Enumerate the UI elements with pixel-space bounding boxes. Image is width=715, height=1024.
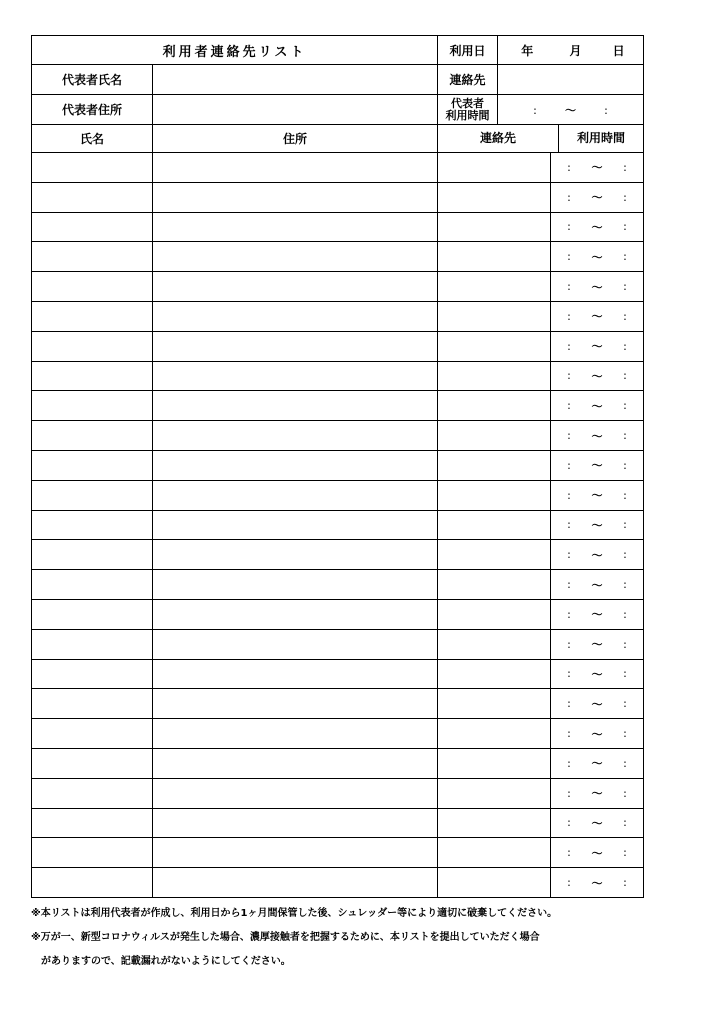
- contact-cell[interactable]: [438, 779, 551, 808]
- time-colon: :: [623, 220, 627, 234]
- contact-cell[interactable]: [438, 719, 551, 748]
- time-tilde: 〜: [591, 161, 603, 175]
- time-tilde: 〜: [591, 816, 603, 830]
- table-row: [32, 480, 644, 510]
- contact-cell[interactable]: [438, 362, 551, 391]
- column-header-row: [32, 125, 644, 153]
- name-cell[interactable]: [32, 301, 153, 331]
- address-cell[interactable]: [153, 391, 438, 421]
- time-colon: :: [623, 339, 627, 353]
- time-colon: :: [567, 399, 571, 413]
- address-cell[interactable]: [153, 748, 438, 778]
- time-colon: :: [567, 667, 571, 681]
- rep-name-field[interactable]: [153, 65, 438, 95]
- address-cell[interactable]: [153, 331, 438, 361]
- time-colon: :: [623, 429, 627, 443]
- name-cell[interactable]: [32, 659, 153, 689]
- time-cell[interactable]: [551, 153, 643, 182]
- time-cell[interactable]: [551, 570, 643, 599]
- name-cell[interactable]: [32, 629, 153, 659]
- table-row: [32, 719, 644, 749]
- month-label: 月: [569, 43, 582, 58]
- contact-time-cell: [438, 391, 644, 421]
- time-tilde: 〜: [591, 608, 603, 622]
- time-colon: :: [623, 756, 627, 770]
- time-tilde: 〜: [591, 667, 603, 681]
- contact-cell[interactable]: [438, 570, 551, 599]
- contact-time-cell: [438, 629, 644, 659]
- contact-cell[interactable]: [438, 153, 551, 182]
- time-cell[interactable]: [551, 272, 643, 301]
- address-cell[interactable]: [153, 480, 438, 510]
- rep-time-label-line2: 利用時間: [445, 108, 490, 122]
- address-cell[interactable]: [153, 838, 438, 868]
- rep-time-label: [438, 95, 498, 125]
- time-colon: :: [623, 190, 627, 204]
- contact-cell[interactable]: [438, 660, 551, 689]
- time-colon: :: [567, 339, 571, 353]
- time-cell[interactable]: [551, 302, 643, 331]
- name-cell[interactable]: [32, 599, 153, 629]
- time-cell[interactable]: [551, 689, 643, 718]
- contact-time-cell: [438, 599, 644, 629]
- name-cell[interactable]: [32, 540, 153, 570]
- title-row: [32, 36, 644, 65]
- table-row: [32, 212, 644, 242]
- contact-cell[interactable]: [438, 183, 551, 212]
- column-header-contact: 連絡先: [438, 125, 559, 152]
- contact-cell[interactable]: [438, 451, 551, 480]
- time-cell[interactable]: [551, 838, 643, 867]
- time-colon: :: [567, 488, 571, 502]
- time-colon: :: [533, 103, 537, 117]
- time-tilde: 〜: [591, 548, 603, 562]
- column-header-name: 氏名: [32, 125, 153, 153]
- contact-time-cell: [438, 331, 644, 361]
- contact-cell[interactable]: [438, 421, 551, 450]
- time-colon: :: [567, 518, 571, 532]
- time-colon: :: [567, 369, 571, 383]
- time-cell[interactable]: [551, 242, 643, 271]
- time-colon: :: [567, 280, 571, 294]
- time-colon: :: [623, 488, 627, 502]
- time-cell[interactable]: [551, 600, 643, 629]
- time-colon: :: [567, 458, 571, 472]
- time-colon: :: [623, 637, 627, 651]
- table-row: [32, 421, 644, 451]
- contact-cell[interactable]: [438, 332, 551, 361]
- name-cell[interactable]: [32, 272, 153, 302]
- contact-time-cell: [438, 570, 644, 600]
- name-cell[interactable]: [32, 719, 153, 749]
- address-cell[interactable]: [153, 361, 438, 391]
- table-row: [32, 331, 644, 361]
- contact-time-cell: [438, 778, 644, 808]
- time-cell[interactable]: [551, 868, 643, 897]
- address-cell[interactable]: [153, 629, 438, 659]
- time-cell[interactable]: [551, 749, 643, 778]
- time-colon: :: [567, 697, 571, 711]
- contact-cell[interactable]: [438, 242, 551, 271]
- time-tilde: 〜: [591, 727, 603, 741]
- contact-cell[interactable]: [438, 540, 551, 569]
- name-cell[interactable]: [32, 689, 153, 719]
- address-cell[interactable]: [153, 153, 438, 183]
- table-row: [32, 540, 644, 570]
- name-cell[interactable]: [32, 331, 153, 361]
- address-cell[interactable]: [153, 450, 438, 480]
- note-line: がありますので、記載漏れがないようにしてください。: [41, 956, 291, 967]
- time-colon: :: [623, 727, 627, 741]
- contact-cell[interactable]: [438, 272, 551, 301]
- time-tilde: 〜: [591, 429, 603, 443]
- time-colon: :: [567, 637, 571, 651]
- time-cell[interactable]: [551, 660, 643, 689]
- time-tilde: 〜: [591, 518, 603, 532]
- name-cell[interactable]: [32, 868, 153, 898]
- column-header-address: 住所: [153, 125, 438, 153]
- page-title: 利用者連絡先リスト: [32, 36, 438, 65]
- contact-cell[interactable]: [438, 391, 551, 420]
- rep-contact-label: 連絡先: [438, 65, 498, 95]
- address-cell[interactable]: [153, 301, 438, 331]
- rep-address-row: [32, 95, 644, 125]
- time-tilde: 〜: [591, 459, 603, 473]
- contact-time-cell: [438, 510, 644, 540]
- name-cell[interactable]: [32, 480, 153, 510]
- time-tilde: 〜: [591, 846, 603, 860]
- name-cell[interactable]: [32, 212, 153, 242]
- contact-time-cell: [438, 212, 644, 242]
- time-colon: :: [567, 190, 571, 204]
- name-cell[interactable]: [32, 450, 153, 480]
- time-colon: :: [623, 667, 627, 681]
- time-colon: :: [623, 786, 627, 800]
- address-cell[interactable]: [153, 212, 438, 242]
- rep-contact-field[interactable]: [498, 65, 644, 95]
- address-cell[interactable]: [153, 808, 438, 838]
- contact-list-table: [31, 35, 644, 898]
- time-colon: :: [567, 160, 571, 174]
- day-label: 日: [612, 43, 625, 58]
- time-colon: :: [567, 250, 571, 264]
- contact-cell[interactable]: [438, 302, 551, 331]
- table-row: [32, 689, 644, 719]
- address-cell[interactable]: [153, 272, 438, 302]
- address-cell[interactable]: [153, 421, 438, 451]
- time-tilde: 〜: [591, 787, 603, 801]
- time-colon: :: [567, 309, 571, 323]
- time-colon: :: [623, 518, 627, 532]
- contact-time-cell: [438, 868, 644, 898]
- contact-cell[interactable]: [438, 213, 551, 242]
- usage-date-field[interactable]: [498, 36, 644, 65]
- time-cell[interactable]: [551, 391, 643, 420]
- name-cell[interactable]: [32, 808, 153, 838]
- contact-time-cell: [438, 301, 644, 331]
- time-tilde: 〜: [591, 489, 603, 503]
- table-row: [32, 361, 644, 391]
- contact-time-cell: [438, 480, 644, 510]
- time-colon: :: [567, 756, 571, 770]
- time-colon: :: [623, 369, 627, 383]
- time-tilde: 〜: [591, 399, 603, 413]
- table-row: [32, 510, 644, 540]
- contact-time-cell: [438, 838, 644, 868]
- time-colon: :: [567, 220, 571, 234]
- address-cell[interactable]: [153, 868, 438, 898]
- time-tilde: 〜: [591, 220, 603, 234]
- contact-time-cell: [438, 748, 644, 778]
- name-cell[interactable]: [32, 153, 153, 183]
- address-cell[interactable]: [153, 719, 438, 749]
- time-tilde: 〜: [591, 280, 603, 294]
- time-colon: :: [567, 607, 571, 621]
- contact-time-cell: [438, 450, 644, 480]
- contact-time-cell: [438, 719, 644, 749]
- rep-name-label: 代表者氏名: [32, 65, 153, 95]
- rep-time-label-line1: 代表者: [451, 96, 484, 110]
- time-colon: :: [623, 697, 627, 711]
- time-cell[interactable]: [551, 511, 643, 540]
- time-colon: :: [623, 309, 627, 323]
- time-colon: :: [623, 250, 627, 264]
- time-tilde: 〜: [591, 757, 603, 771]
- address-cell[interactable]: [153, 659, 438, 689]
- time-tilde: 〜: [591, 638, 603, 652]
- address-cell[interactable]: [153, 182, 438, 212]
- address-cell[interactable]: [153, 599, 438, 629]
- time-colon: :: [604, 103, 608, 117]
- time-tilde: 〜: [591, 310, 603, 324]
- name-cell[interactable]: [32, 242, 153, 272]
- table-row: [32, 778, 644, 808]
- name-cell[interactable]: [32, 748, 153, 778]
- contact-cell[interactable]: [438, 630, 551, 659]
- address-cell[interactable]: [153, 778, 438, 808]
- time-colon: :: [567, 786, 571, 800]
- table-row: [32, 450, 644, 480]
- name-cell[interactable]: [32, 838, 153, 868]
- note-line: ※万が一、新型コロナウィルスが発生した場合、濃厚接触者を把握するために、本リストを提出していただく場合: [31, 932, 540, 943]
- time-tilde: 〜: [591, 340, 603, 354]
- contact-time-cell: [438, 153, 644, 183]
- table-row: [32, 629, 644, 659]
- contact-cell[interactable]: [438, 868, 551, 897]
- contact-time-cell: [438, 808, 644, 838]
- time-colon: :: [567, 727, 571, 741]
- table-row: [32, 301, 644, 331]
- contact-time-cell: [438, 421, 644, 451]
- time-tilde: 〜: [591, 876, 603, 890]
- table-row: [32, 153, 644, 183]
- address-cell[interactable]: [153, 689, 438, 719]
- time-colon: :: [623, 548, 627, 562]
- time-tilde: 〜: [591, 697, 603, 711]
- contact-cell[interactable]: [438, 481, 551, 510]
- time-cell[interactable]: [551, 421, 643, 450]
- table-row: [32, 242, 644, 272]
- table-row: [32, 570, 644, 600]
- name-cell[interactable]: [32, 570, 153, 600]
- time-colon: :: [567, 429, 571, 443]
- contact-time-cell: [438, 689, 644, 719]
- table-row: [32, 748, 644, 778]
- table-row: [32, 272, 644, 302]
- time-tilde: 〜: [591, 369, 603, 383]
- time-tilde: 〜: [591, 191, 603, 205]
- time-cell[interactable]: [551, 183, 643, 212]
- time-colon: :: [623, 876, 627, 890]
- time-colon: :: [567, 876, 571, 890]
- time-tilde: 〜: [565, 103, 576, 117]
- address-cell[interactable]: [153, 510, 438, 540]
- contact-list-sheet: [31, 35, 643, 898]
- contact-cell[interactable]: [438, 838, 551, 867]
- address-cell[interactable]: [153, 242, 438, 272]
- time-colon: :: [623, 160, 627, 174]
- time-cell[interactable]: [551, 779, 643, 808]
- time-tilde: 〜: [591, 578, 603, 592]
- table-row: [32, 599, 644, 629]
- year-label: 年: [521, 43, 534, 58]
- contact-time-cell: [438, 242, 644, 272]
- name-cell[interactable]: [32, 391, 153, 421]
- rep-time-field[interactable]: [498, 95, 644, 125]
- time-colon: :: [567, 816, 571, 830]
- time-colon: :: [567, 578, 571, 592]
- time-cell[interactable]: [551, 362, 643, 391]
- time-colon: :: [623, 607, 627, 621]
- table-row: [32, 838, 644, 868]
- time-cell[interactable]: [551, 481, 643, 510]
- time-colon: :: [623, 399, 627, 413]
- address-cell[interactable]: [153, 570, 438, 600]
- time-cell[interactable]: [551, 451, 643, 480]
- address-cell[interactable]: [153, 540, 438, 570]
- time-colon: :: [623, 458, 627, 472]
- notes: [31, 902, 671, 974]
- rep-address-label: 代表者住所: [32, 95, 153, 125]
- time-colon: :: [623, 816, 627, 830]
- name-cell[interactable]: [32, 182, 153, 212]
- time-colon: :: [567, 548, 571, 562]
- rep-name-row: [32, 65, 644, 95]
- contact-cell[interactable]: [438, 749, 551, 778]
- contact-time-cell: [438, 540, 644, 570]
- time-colon: :: [623, 280, 627, 294]
- time-colon: :: [567, 846, 571, 860]
- time-cell[interactable]: [551, 332, 643, 361]
- time-cell[interactable]: [551, 630, 643, 659]
- column-header-time: 利用時間: [576, 131, 625, 145]
- time-cell[interactable]: [551, 540, 643, 569]
- name-cell[interactable]: [32, 361, 153, 391]
- time-tilde: 〜: [591, 250, 603, 264]
- table-row: [32, 659, 644, 689]
- contact-time-cell: [438, 272, 644, 302]
- time-cell[interactable]: [551, 213, 643, 242]
- contact-time-cell: [438, 659, 644, 689]
- contact-cell[interactable]: [438, 809, 551, 838]
- table-row: [32, 391, 644, 421]
- column-header-contact-time: [438, 125, 644, 153]
- note-line: ※本リストは利用代表者が作成し、利用日から1ヶ月間保管した後、シュレッダー等により適切に破棄してください。: [31, 908, 558, 919]
- contact-cell[interactable]: [438, 600, 551, 629]
- name-cell[interactable]: [32, 510, 153, 540]
- contact-time-cell: [438, 361, 644, 391]
- table-row: [32, 868, 644, 898]
- time-colon: :: [623, 846, 627, 860]
- name-cell[interactable]: [32, 778, 153, 808]
- contact-cell[interactable]: [438, 511, 551, 540]
- rep-address-field[interactable]: [153, 95, 438, 125]
- time-colon: :: [623, 578, 627, 592]
- name-cell[interactable]: [32, 421, 153, 451]
- contact-cell[interactable]: [438, 689, 551, 718]
- time-cell[interactable]: [551, 809, 643, 838]
- contact-time-cell: [438, 182, 644, 212]
- time-cell[interactable]: [551, 719, 643, 748]
- table-row: [32, 808, 644, 838]
- table-row: [32, 182, 644, 212]
- usage-date-label: 利用日: [438, 36, 498, 65]
